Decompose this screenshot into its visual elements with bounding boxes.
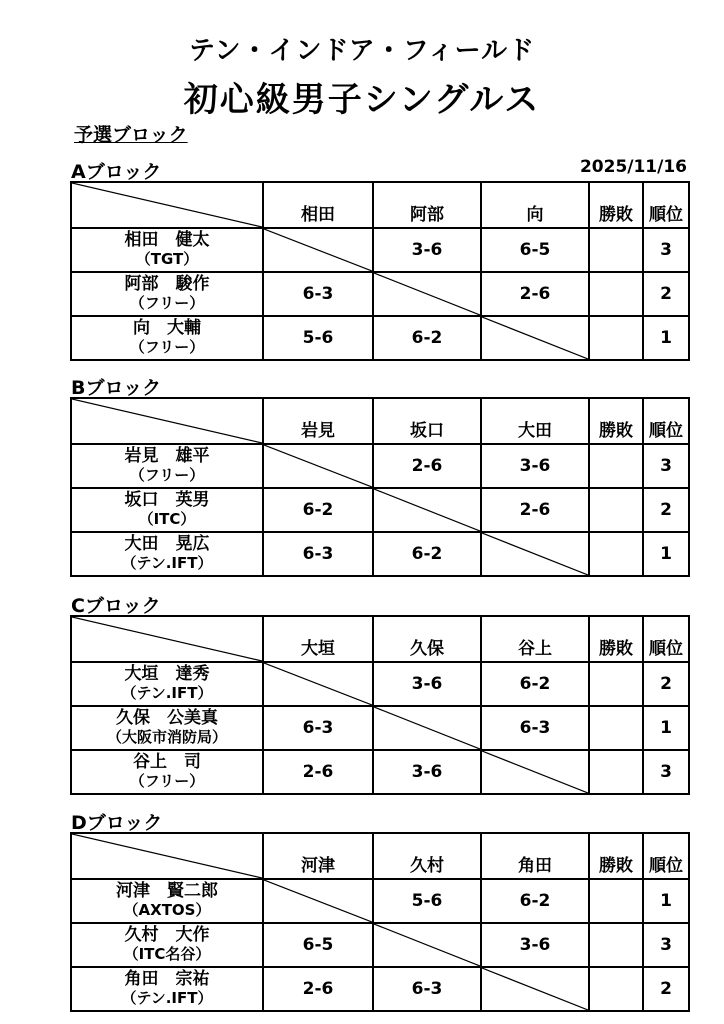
rank-cell: 1 — [643, 532, 689, 576]
rank-cell: 1 — [643, 879, 689, 923]
self-match-cell — [373, 923, 481, 967]
player-row — [71, 967, 689, 1011]
self-match-cell — [263, 879, 373, 923]
result-column-header: 勝敗 — [589, 833, 643, 879]
rank-cell: 2 — [643, 272, 689, 316]
header-corner-cell — [71, 182, 263, 228]
self-match-cell — [263, 662, 373, 706]
match-score-cell: 6-5 — [481, 228, 589, 272]
match-score-cell: 6-2 — [263, 488, 373, 532]
player-club: （フリー） — [129, 338, 205, 356]
block-label: Bブロック — [71, 377, 162, 399]
player-name: 久村 大作 — [124, 925, 210, 945]
opponent-column-header: 阿部 — [373, 182, 481, 228]
header-corner-cell — [71, 398, 263, 444]
player-row — [71, 444, 689, 488]
rank-cell: 3 — [643, 228, 689, 272]
result-cell — [589, 662, 643, 706]
self-match-cell — [373, 488, 481, 532]
rank-cell: 3 — [643, 750, 689, 794]
player-name-cell — [71, 706, 263, 750]
round-robin-table — [70, 181, 690, 361]
player-name-cell — [71, 488, 263, 532]
self-match-cell — [373, 272, 481, 316]
match-score-cell: 5-6 — [263, 316, 373, 360]
rank-cell: 2 — [643, 662, 689, 706]
player-name-cell — [71, 532, 263, 576]
result-column-header: 勝敗 — [589, 616, 643, 662]
self-match-cell — [263, 444, 373, 488]
player-name-cell — [71, 662, 263, 706]
result-cell — [589, 706, 643, 750]
player-name: 久保 公美真 — [116, 708, 218, 728]
self-match-cell — [263, 228, 373, 272]
player-club: （フリー） — [129, 294, 205, 312]
player-club: （AXTOS） — [123, 901, 211, 919]
player-row — [71, 662, 689, 706]
rank-cell: 2 — [643, 967, 689, 1011]
opponent-column-header: 坂口 — [373, 398, 481, 444]
self-match-cell — [373, 706, 481, 750]
player-row — [71, 923, 689, 967]
match-score-cell: 6-5 — [263, 923, 373, 967]
player-club: （テン.IFT） — [121, 684, 213, 702]
round-robin-table — [70, 832, 690, 1012]
rank-column-header: 順位 — [643, 616, 689, 662]
match-score-cell: 6-3 — [373, 967, 481, 1011]
player-name-cell — [71, 967, 263, 1011]
player-club: （フリー） — [129, 466, 205, 484]
opponent-column-header: 大垣 — [263, 616, 373, 662]
result-cell — [589, 750, 643, 794]
opponent-column-header: 久保 — [373, 616, 481, 662]
rank-cell: 3 — [643, 444, 689, 488]
self-match-cell — [481, 750, 589, 794]
block-label: Cブロック — [71, 595, 161, 617]
player-name-cell — [71, 879, 263, 923]
event-date: 2025/11/16 — [579, 157, 687, 177]
player-name: 坂口 英男 — [124, 490, 210, 510]
player-name-cell — [71, 923, 263, 967]
match-score-cell: 6-3 — [263, 532, 373, 576]
result-cell — [589, 444, 643, 488]
player-name: 岩見 雄平 — [124, 446, 210, 466]
match-score-cell: 6-3 — [481, 706, 589, 750]
rank-cell: 3 — [643, 923, 689, 967]
section-label: 予選ブロック — [74, 124, 188, 146]
player-name-cell — [71, 316, 263, 360]
result-cell — [589, 532, 643, 576]
result-cell — [589, 879, 643, 923]
header-corner-cell — [71, 616, 263, 662]
round-robin-table — [70, 615, 690, 795]
opponent-column-header: 久村 — [373, 833, 481, 879]
opponent-column-header: 大田 — [481, 398, 589, 444]
result-cell — [589, 316, 643, 360]
match-score-cell: 3-6 — [373, 750, 481, 794]
player-row — [71, 750, 689, 794]
player-club: （フリー） — [129, 772, 205, 790]
match-score-cell: 3-6 — [373, 228, 481, 272]
player-name-cell — [71, 750, 263, 794]
match-score-cell: 6-3 — [263, 706, 373, 750]
match-score-cell: 2-6 — [481, 488, 589, 532]
opponent-column-header: 岩見 — [263, 398, 373, 444]
player-name: 谷上 司 — [133, 752, 201, 772]
opponent-column-header: 相田 — [263, 182, 373, 228]
player-name-cell — [71, 272, 263, 316]
match-score-cell: 2-6 — [373, 444, 481, 488]
title-venue: テン・インドア・フィールド — [188, 36, 536, 66]
player-name-cell — [71, 228, 263, 272]
rank-cell: 1 — [643, 706, 689, 750]
player-row — [71, 532, 689, 576]
rank-column-header: 順位 — [643, 398, 689, 444]
match-score-cell: 6-2 — [373, 532, 481, 576]
opponent-column-header: 角田 — [481, 833, 589, 879]
match-score-cell: 6-3 — [263, 272, 373, 316]
match-score-cell: 2-6 — [263, 967, 373, 1011]
self-match-cell — [481, 316, 589, 360]
player-row — [71, 706, 689, 750]
player-club: （TGT） — [135, 250, 199, 268]
title-event: 初心級男子シングルス — [183, 80, 541, 120]
match-score-cell: 3-6 — [481, 923, 589, 967]
result-cell — [589, 228, 643, 272]
match-score-cell: 6-2 — [373, 316, 481, 360]
match-score-cell: 2-6 — [481, 272, 589, 316]
match-score-cell: 5-6 — [373, 879, 481, 923]
player-name: 阿部 駿作 — [124, 274, 210, 294]
opponent-column-header: 谷上 — [481, 616, 589, 662]
player-name: 向 大輔 — [133, 318, 201, 338]
rank-cell: 1 — [643, 316, 689, 360]
player-row — [71, 488, 689, 532]
player-row — [71, 316, 689, 360]
player-name: 角田 宗祐 — [124, 969, 210, 989]
result-column-header: 勝敗 — [589, 398, 643, 444]
self-match-cell — [481, 967, 589, 1011]
player-club: （テン.IFT） — [121, 554, 213, 572]
player-name: 大田 晃広 — [124, 534, 210, 554]
player-name: 河津 賢二郎 — [116, 881, 218, 901]
match-score-cell: 6-2 — [481, 662, 589, 706]
result-cell — [589, 488, 643, 532]
opponent-column-header: 河津 — [263, 833, 373, 879]
player-club: （大阪市消防局） — [106, 728, 227, 746]
match-score-cell: 3-6 — [481, 444, 589, 488]
player-club: （ITC名谷） — [123, 945, 211, 963]
opponent-column-header: 向 — [481, 182, 589, 228]
match-score-cell: 3-6 — [373, 662, 481, 706]
match-score-cell: 2-6 — [263, 750, 373, 794]
header-corner-cell — [71, 833, 263, 879]
round-robin-table — [70, 397, 690, 577]
player-name-cell — [71, 444, 263, 488]
result-cell — [589, 967, 643, 1011]
rank-column-header: 順位 — [643, 182, 689, 228]
result-cell — [589, 272, 643, 316]
player-club: （ITC） — [138, 510, 196, 528]
player-name: 相田 健太 — [124, 230, 210, 250]
self-match-cell — [481, 532, 589, 576]
player-name: 大垣 達秀 — [124, 664, 210, 684]
player-row — [71, 228, 689, 272]
player-club: （テン.IFT） — [121, 989, 213, 1007]
match-score-cell: 6-2 — [481, 879, 589, 923]
block-label: Dブロック — [71, 812, 163, 834]
result-column-header: 勝敗 — [589, 182, 643, 228]
block-label: Aブロック — [71, 161, 162, 183]
player-row — [71, 272, 689, 316]
rank-column-header: 順位 — [643, 833, 689, 879]
rank-cell: 2 — [643, 488, 689, 532]
player-row — [71, 879, 689, 923]
result-cell — [589, 923, 643, 967]
